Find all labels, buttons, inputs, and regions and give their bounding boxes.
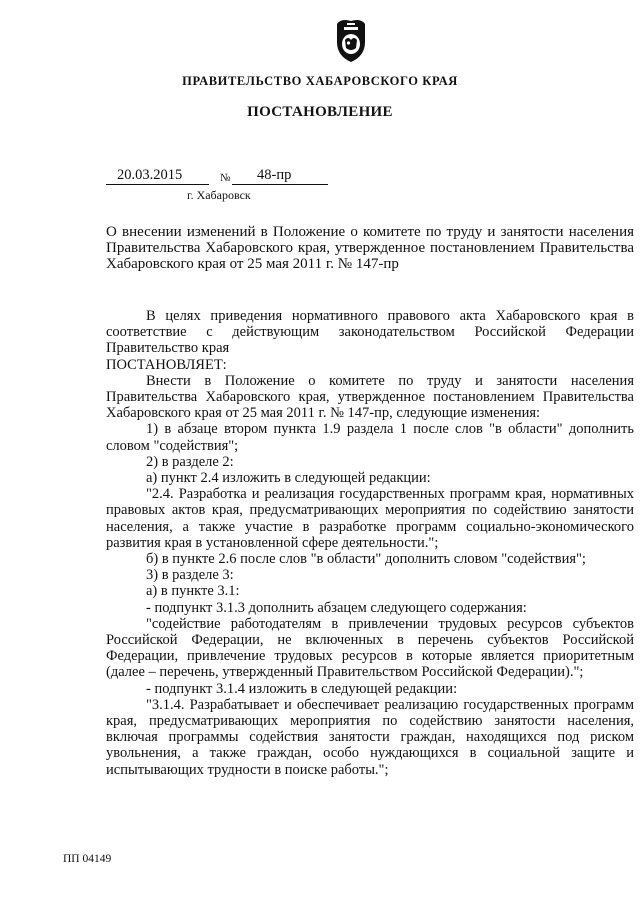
- body-paragraph: а) пункт 2.4 изложить в следующей редакции:: [146, 470, 431, 487]
- body-paragraph: Внести в Положение о комитете по труду и занятости населения Правительства Хабаровского края, утвержденное постановлением Правительства Хабаровского края от 25 мая 2011 г. № 147-пр, следующие изменения:: [106, 372, 634, 422]
- decree-number: 48-пр: [257, 167, 292, 183]
- body-paragraph: "3.1.4. Разрабатывает и обеспечивает реализацию государственных программ края, предусматривающих мероприятия по содействию занятости населения, включая программы содействия занятости граждан, находящихся под риском увольнения, а также граждан, особо нуждающихся в социальной защите и испытывающих трудности в поиске работы.";: [106, 696, 634, 778]
- decree-body: [106, 308, 634, 778]
- body-paragraph: б) в пункте 2.6 после слов "в области" дополнить словом "содействия";: [146, 551, 586, 568]
- document-code: ПП 04149: [63, 853, 112, 865]
- number-sign: №: [220, 172, 231, 184]
- body-paragraph: 3) в разделе 3:: [146, 567, 234, 584]
- decree-subject: О внесении изменений в Положение о комитете по труду и занятости населения Правительства Хабаровского края, утвержденное постановлением Правительства Хабаровского края от 25 мая 2011 г. № 147-пр: [106, 224, 634, 272]
- body-paragraph: "2.4. Разработка и реализация государственных программ края, нормативных правовых актов края, предусматривающих мероприятия по содействию занятости населения, а также участие в разработке программ социально-экономического развития края в установленной сфере деятельности.";: [106, 486, 634, 551]
- decree-date: 20.03.2015: [117, 167, 183, 183]
- body-paragraph: - подпункт 3.1.3 дополнить абзацем следующего содержания:: [146, 599, 527, 616]
- coat-of-arms-icon: [331, 18, 371, 64]
- government-name: ПРАВИТЕЛЬСТВО ХАБАРОВСКОГО КРАЯ: [182, 74, 458, 88]
- body-paragraph: "содействие работодателям в привлечении трудовых ресурсов субъектов Российской Федерации, не включенных в перечень субъектов Российской Федерации, привлечение трудовых ресурсов в которые является приоритетным (далее – перечень, утвержденный Правительством Российской Федерации).";: [106, 615, 634, 681]
- body-paragraph: - подпункт 3.1.4 изложить в следующей редакции:: [146, 680, 458, 697]
- body-paragraph: а) в пункте 3.1:: [146, 583, 240, 600]
- resolves-heading: ПОСТАНОВЛЯЕТ:: [106, 356, 227, 373]
- preamble-paragraph: В целях приведения нормативного правового акта Хабаровского края в соответствие с действующим законодательством Российской Федерации Правительство края: [106, 308, 634, 357]
- body-paragraph: 2) в разделе 2:: [146, 453, 234, 470]
- document-type-title: ПОСТАНОВЛЕНИЕ: [247, 104, 393, 120]
- body-paragraph: 1) в абзаце втором пункта 1.9 раздела 1 после слов "в области" дополнить словом "содействия";: [106, 421, 634, 454]
- city-name: г. Хабаровск: [187, 188, 251, 202]
